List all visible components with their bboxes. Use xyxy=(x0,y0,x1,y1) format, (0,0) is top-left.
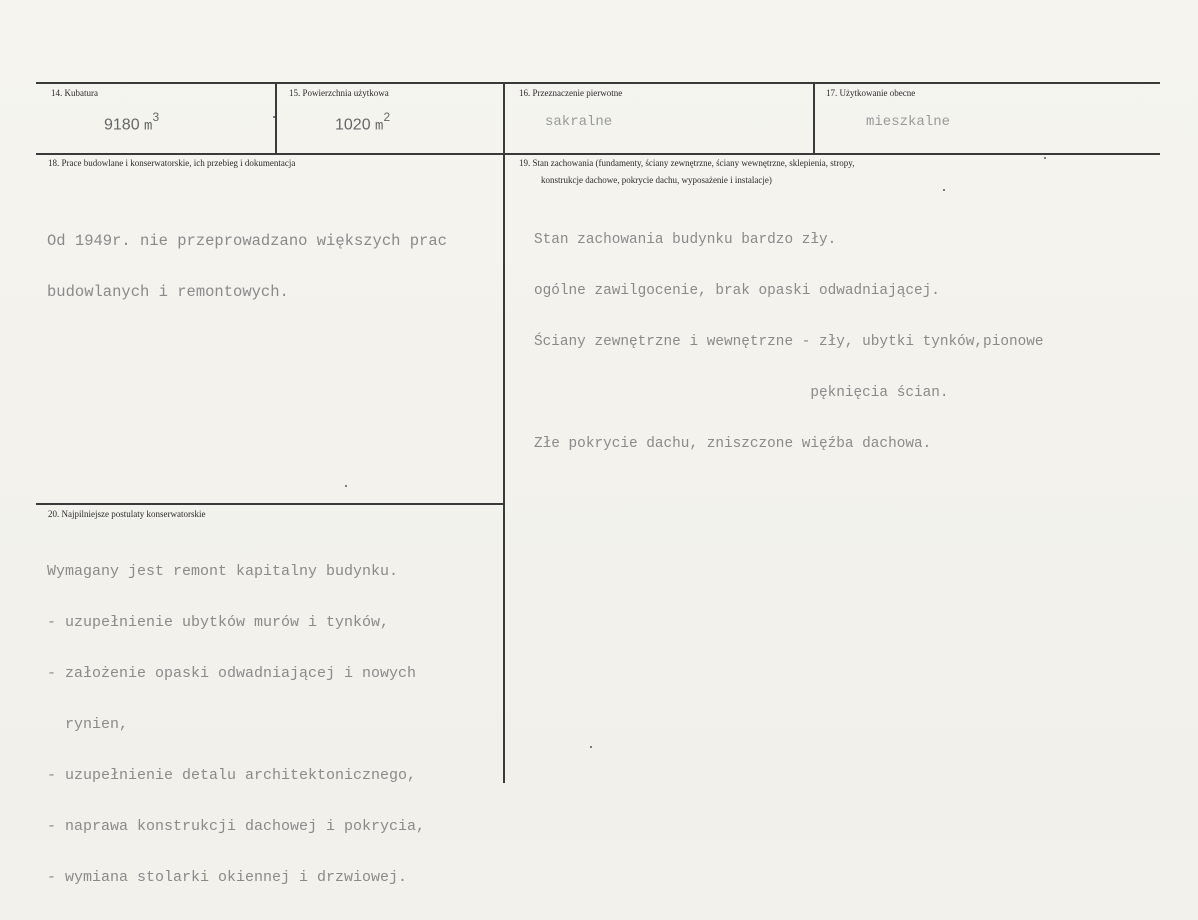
field-19-label-line-1: 19. Stan zachowania (fundamenty, ściany zewnętrzne, ściany wewnętrzne, sklepienia, stropy, xyxy=(519,158,855,168)
field-17-value: mieszkalne xyxy=(866,114,951,130)
field-20-line-5: - uzupełnienie detalu architektonicznego, xyxy=(47,767,417,784)
field-20-line-6: - naprawa konstrukcji dachowej i pokrycia, xyxy=(47,818,426,835)
field-19-label-line-2: konstrukcje dachowe, pokrycie dachu, wyposażenie i instalacje) xyxy=(541,175,772,185)
section-20-top-rule xyxy=(36,503,503,505)
field-20-line-3: - założenie opaski odwadniającej i nowych xyxy=(47,665,417,682)
field-15-label: 15. Powierzchnia użytkowa xyxy=(289,88,389,98)
paper-speck xyxy=(943,189,945,191)
field-19-line-3: Ściany zewnętrzne i wewnętrzne - zły, ubytki tynków,pionowe xyxy=(534,334,1044,350)
field-19-line-5: Złe pokrycie dachu, zniszczone więźba dachowa. xyxy=(534,436,932,452)
field-17-label: 17. Użytkowanie obecne xyxy=(826,88,916,98)
field-18-line-1: Od 1949r. nie przeprowadzano większych prac xyxy=(47,232,447,250)
field-14-value xyxy=(104,112,159,134)
field-20-label: 20. Najpilniejsze postulaty konserwatorskie xyxy=(48,509,206,519)
area-exponent: 2 xyxy=(383,110,391,124)
field-20-line-7: - wymiana stolarki okiennej i drzwiowej. xyxy=(47,869,408,886)
area-unit: m xyxy=(375,118,384,135)
field-15-value xyxy=(335,112,390,134)
field-19-line-1: Stan zachowania budynku bardzo zły. xyxy=(534,232,837,248)
divider-15-16 xyxy=(503,83,505,783)
field-19-line-2: ogólne zawilgocenie, brak opaski odwadniającej. xyxy=(534,283,940,299)
paper-speck xyxy=(273,116,275,118)
field-20-line-1: Wymagany jest remont kapitalny budynku. xyxy=(47,563,399,580)
field-18-line-2: budowlanych i remontowych. xyxy=(47,283,289,301)
area-number: 1020 xyxy=(335,116,371,134)
paper-speck xyxy=(1044,157,1046,159)
field-20-line-2: - uzupełnienie ubytków murów i tynków, xyxy=(47,614,390,631)
field-16-value: sakralne xyxy=(545,114,613,130)
top-rule xyxy=(36,82,1160,84)
field-14-label: 14. Kubatura xyxy=(51,88,98,98)
cubature-unit: m xyxy=(144,118,153,135)
divider-14-15 xyxy=(275,83,277,154)
field-20-text xyxy=(47,529,425,920)
paper-speck xyxy=(345,485,347,487)
cubature-exponent: 3 xyxy=(152,110,160,124)
row1-bottom-rule xyxy=(36,153,1160,155)
field-18-label: 18. Prace budowlane i konserwatorskie, ich przebieg i dokumentacja xyxy=(48,158,296,168)
paper-speck xyxy=(590,746,592,748)
cubature-number: 9180 xyxy=(104,116,140,134)
field-19-line-4: pęknięcia ścian. xyxy=(534,385,949,401)
field-19-text xyxy=(534,198,1044,487)
field-20-line-4: rynien, xyxy=(47,716,129,733)
divider-16-17 xyxy=(813,83,815,154)
field-16-label: 16. Przeznaczenie pierwotne xyxy=(519,88,623,98)
field-18-text xyxy=(47,199,447,335)
